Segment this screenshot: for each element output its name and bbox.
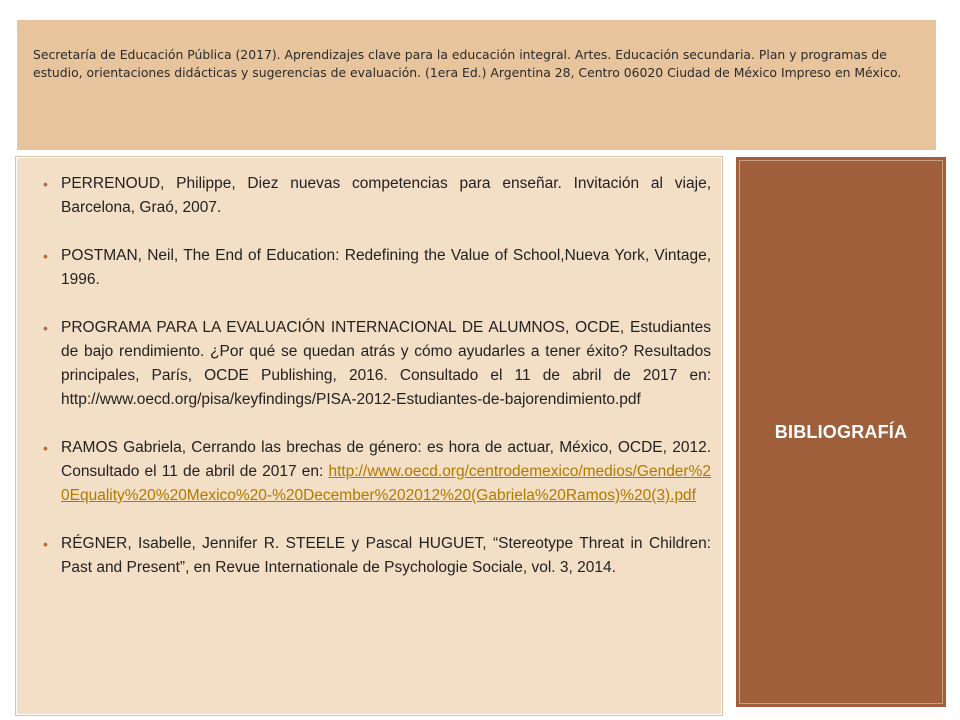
bibliography-title: BIBLIOGRAFÍA xyxy=(774,421,908,442)
reference-text: PROGRAMA PARA LA EVALUACIÓN INTERNACIONAL DE ALUMNOS, OCDE, Estudiantes de bajo rendimiento. ¿Por qué se quedan atrás y cómo ayudarles a tener éxito? Resultados principales, París, OCDE Publishing, 2016. Consultado el 11 de abril de 2017 en: http://www.oecd.org/pisa/keyfindings/PISA-2012-Estudiantes-de-bajorendimiento.pdf xyxy=(61,319,711,408)
bullet-icon: • xyxy=(43,176,48,192)
reference-text: RÉGNER, Isabelle, Jennifer R. STEELE y Pascal HUGUET, “Stereotype Threat in Children: Past and Present”, en Revue Internationale de Psychologie Sociale, vol. 3, 2014. xyxy=(61,535,711,576)
citation-header xyxy=(17,20,936,150)
header-citation-text: Secretaría de Educación Pública (2017). Aprendizajes clave para la educación integral. Artes. Educación secundaria. Plan y programas de estudio, orientaciones didácticas y sugerencias de evaluación. (1era Ed.) Argentina 28, Centro 06020 Ciudad de México Impreso en México. xyxy=(33,47,902,80)
reference-item xyxy=(43,316,711,412)
reference-item xyxy=(43,244,711,292)
reference-text: POSTMAN, Neil, The End of Education: Redefining the Value of School,Nueva York, Vintage, 1996. xyxy=(61,247,711,288)
references-panel xyxy=(16,157,722,715)
reference-item xyxy=(43,436,711,508)
reference-link[interactable]: http://www.oecd.org/centrodemexico/medios/Gender%20Equality%20%20Mexico%20-%20December%202012%20(Gabriela%20Ramos)%20(3).pdf xyxy=(61,463,711,504)
reference-item xyxy=(43,172,711,220)
reference-list xyxy=(43,172,711,580)
bullet-icon: • xyxy=(43,320,48,336)
bullet-icon: • xyxy=(43,440,48,456)
reference-text: RAMOS Gabriela, Cerrando las brechas de género: es hora de actuar, México, OCDE, 2012. Consultado el 11 de abril de 2017 en: xyxy=(61,439,711,480)
bullet-icon: • xyxy=(43,536,48,552)
reference-item xyxy=(43,532,711,580)
bullet-icon: • xyxy=(43,248,48,264)
bibliography-sidebar xyxy=(736,157,946,707)
reference-text: PERRENOUD, Philippe, Diez nuevas competencias para enseñar. Invitación al viaje, Barcelona, Graó, 2007. xyxy=(61,175,711,216)
